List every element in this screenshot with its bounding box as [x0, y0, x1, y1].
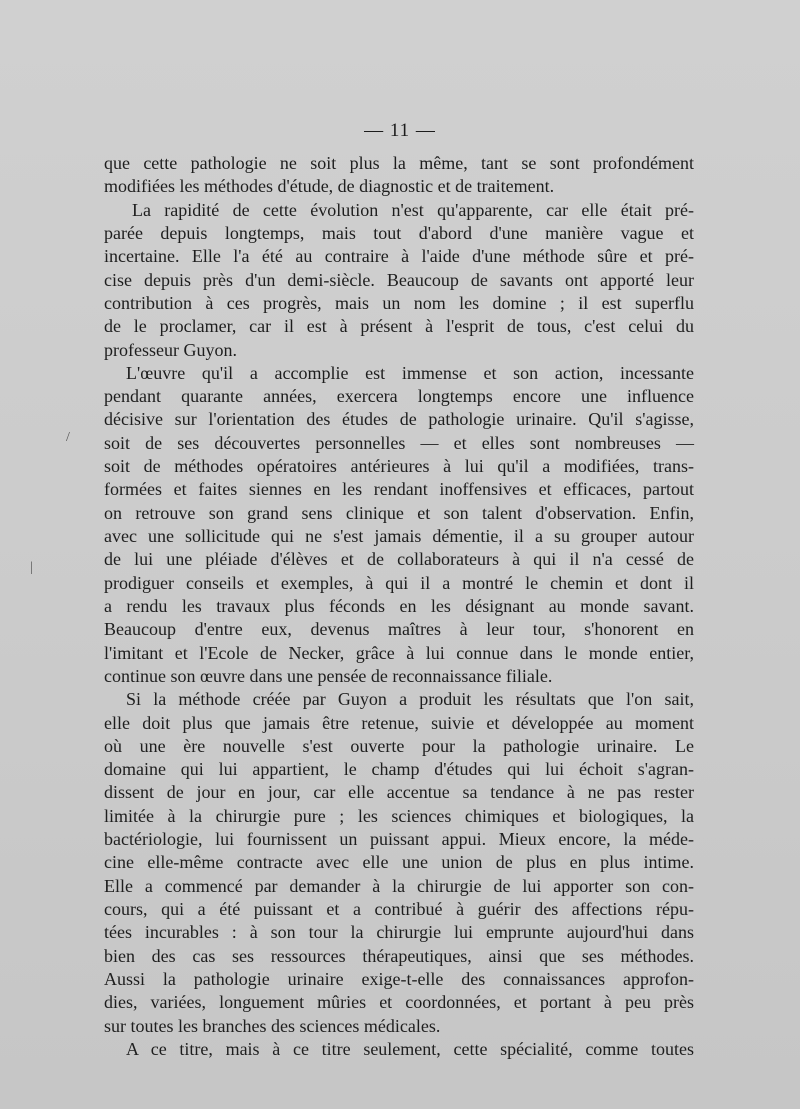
- text-line: soit de ses découvertes personnelles — et elles sont nombreuses —: [104, 432, 694, 453]
- text-line: l'imitant et l'Ecole de Necker, grâce à lui connue dans le monde entier,: [104, 642, 694, 663]
- text-line: où une ère nouvelle s'est ouverte pour la pathologie urinaire. Le: [104, 735, 694, 756]
- text-line: contribution à ces progrès, mais un nom les domine ; il est superflu: [104, 292, 694, 313]
- text-line: domaine qui lui appartient, le champ d'études qui lui échoit s'agran-: [104, 759, 694, 780]
- text-line: de lui une pléiade d'élèves et de collaborateurs à qui il n'a cessé de: [104, 549, 694, 570]
- text-line: décisive sur l'orientation des études de pathologie urinaire. Qu'il s'agisse,: [104, 409, 694, 430]
- text-line: formées et faites siennes en les rendant inoffensives et efficaces, partout: [104, 479, 694, 500]
- text-line: modifiées les méthodes d'étude, de diagnostic et de traitement.: [104, 176, 555, 197]
- text-line: incertaine. Elle l'a été au contraire à l'aide d'une méthode sûre et pré-: [104, 246, 694, 267]
- text-line: tées incurables : à son tour la chirurgie lui emprunte aujourd'hui dans: [104, 922, 694, 943]
- text-line: pendant quarante années, exercera longtemps encore une influence: [104, 386, 694, 407]
- text-line: Aussi la pathologie urinaire exige-t-elle des connaissances approfon-: [104, 968, 694, 989]
- text-line: Elle a commencé par demander à la chirurgie de lui apporter son con-: [104, 875, 694, 896]
- body-text: [104, 152, 694, 1061]
- text-line: cine elle-même contracte avec elle une union de plus en plus intime.: [104, 852, 694, 873]
- text-line: cise depuis près d'un demi-siècle. Beaucoup de savants ont apporté leur: [104, 269, 694, 290]
- text-line: limitée à la chirurgie pure ; les sciences chimiques et biologiques, la: [104, 805, 694, 826]
- text-line: cours, qui a été puissant et a contribué à guérir des affections répu-: [104, 899, 694, 919]
- margin-mark-bar: |: [30, 560, 33, 575]
- paragraph-start-line: La rapidité de cette évolution n'est qu'apparente, car elle était pré-: [132, 199, 694, 220]
- text-line: bien des cas ses ressources thérapeutiques, ainsi que ses méthodes.: [104, 945, 694, 966]
- text-line: parée depuis longtemps, mais tout d'abord d'une manière vague et: [104, 222, 694, 243]
- text-line: on retrouve son grand sens clinique et son talent d'observation. Enfin,: [104, 502, 694, 523]
- paragraph-start-line: L'œuvre qu'il a accomplie est immense et son action, incessante: [126, 362, 694, 383]
- text-line: avec une sollicitude qui ne s'est jamais démentie, il a su grouper autour: [104, 526, 694, 546]
- text-line: dissent de jour en jour, car elle accentue sa tendance à ne pas rester: [104, 782, 694, 803]
- text-line: professeur Guyon.: [104, 339, 237, 360]
- text-line: soit de méthodes opératoires antérieures à lui qu'il a modifiées, trans-: [104, 456, 694, 477]
- text-line: continue son œuvre dans une pensée de reconnaissance filiale.: [104, 665, 553, 686]
- margin-mark-slash: /: [66, 430, 70, 445]
- text-line: que cette pathologie ne soit plus la même, tant se sont profondément: [104, 153, 694, 173]
- paragraph-start-line: Si la méthode créée par Guyon a produit les résultats que l'on sait,: [126, 689, 694, 710]
- text-line: dies, variées, longuement mûries et coordonnées, et portant à peu près: [104, 992, 694, 1013]
- text-line: de le proclamer, car il est à présent à l'esprit de tous, c'est celui du: [104, 316, 694, 337]
- page-number: — 11 —: [364, 120, 436, 141]
- text-line: sur toutes les branches des sciences médicales.: [104, 1015, 441, 1036]
- text-line: a rendu les travaux plus féconds en les désignant au monde savant.: [104, 595, 694, 616]
- text-line: Beaucoup d'entre eux, devenus maîtres à leur tour, s'honorent en: [104, 619, 694, 640]
- text-line: bactériologie, lui fournissent un puissant appui. Mieux encore, la méde-: [104, 829, 694, 850]
- text-line: elle doit plus que jamais être retenue, suivie et développée au moment: [104, 712, 694, 733]
- text-line: prodiguer conseils et exemples, à qui il a montré le chemin et dont il: [104, 572, 694, 593]
- paragraph-start-line: A ce titre, mais à ce titre seulement, cette spécialité, comme toutes: [126, 1038, 694, 1059]
